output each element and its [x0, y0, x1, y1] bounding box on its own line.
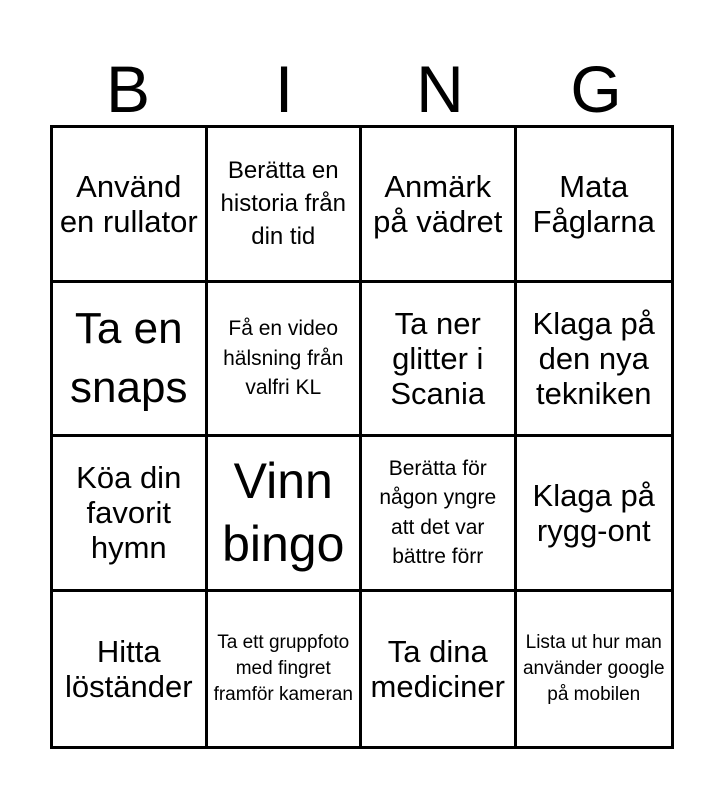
bingo-cell[interactable]: Klaga på den nya tekniken	[517, 283, 672, 438]
bingo-cell[interactable]: Berätta en historia från din tid	[208, 128, 363, 283]
bingo-cell[interactable]: Mata Fåglarna	[517, 128, 672, 283]
bingo-header	[50, 52, 674, 126]
bingo-cell[interactable]: Klaga på rygg-ont	[517, 437, 672, 592]
header-letter-b: B	[105, 52, 151, 126]
bingo-cell[interactable]: Lista ut hur man använder google på mobilen	[522, 632, 665, 705]
bingo-cell[interactable]: Använd en rullator	[53, 128, 208, 283]
bingo-cell[interactable]: Ta en snaps	[53, 283, 208, 438]
bingo-cell[interactable]: Ta dina mediciner	[362, 592, 517, 747]
header-letter-n: N	[416, 52, 464, 126]
bingo-cell[interactable]: Få en video hälsning från valfri KL	[208, 283, 363, 438]
bingo-cell[interactable]: Berätta för någon yngre att det var bättre förr	[362, 437, 517, 592]
header-letter-g: G	[570, 52, 622, 126]
bingo-cell[interactable]: Anmärk på vädret	[362, 128, 517, 283]
bingo-cell[interactable]: Ta ett gruppfoto med fingret framför kameran	[208, 592, 363, 747]
bingo-cell[interactable]: Hitta löständer	[53, 592, 208, 747]
bingo-grid	[50, 125, 674, 749]
header-letter-i: I	[274, 52, 294, 126]
bingo-cell[interactable]: Köa din favorit hymn	[53, 437, 208, 592]
bingo-cell[interactable]: Ta ner glitter i Scania	[362, 283, 517, 438]
bingo-cell[interactable]: Vinn bingo	[208, 437, 363, 592]
